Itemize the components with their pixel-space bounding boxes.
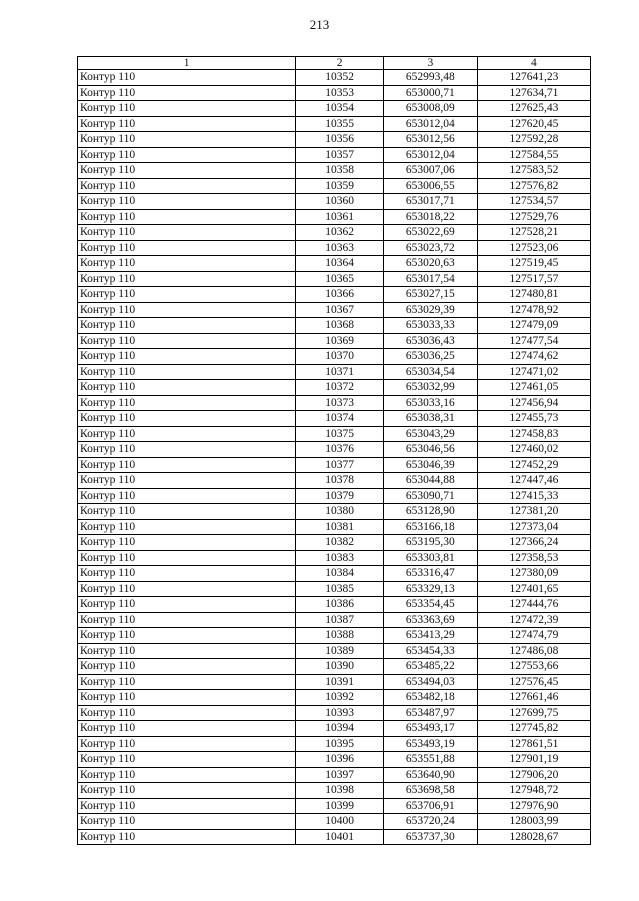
contour-name-cell: Контур 110 bbox=[78, 442, 296, 458]
point-number-cell: 10394 bbox=[296, 721, 384, 737]
contour-name-cell: Контур 110 bbox=[78, 628, 296, 644]
table-row bbox=[78, 457, 591, 473]
y-coordinate-cell: 127358,53 bbox=[477, 550, 590, 566]
contour-name-cell: Контур 110 bbox=[78, 705, 296, 721]
table-row bbox=[78, 504, 591, 520]
x-coordinate-cell: 653494,03 bbox=[383, 674, 477, 690]
x-coordinate-cell: 653012,56 bbox=[383, 132, 477, 148]
point-number-cell: 10382 bbox=[296, 535, 384, 551]
column-header-2: 2 bbox=[296, 57, 384, 70]
x-coordinate-cell: 653640,90 bbox=[383, 767, 477, 783]
point-number-cell: 10360 bbox=[296, 194, 384, 210]
y-coordinate-cell: 127447,46 bbox=[477, 473, 590, 489]
table-row bbox=[78, 395, 591, 411]
x-coordinate-cell: 653706,91 bbox=[383, 798, 477, 814]
y-coordinate-cell: 127474,79 bbox=[477, 628, 590, 644]
point-number-cell: 10380 bbox=[296, 504, 384, 520]
table-row bbox=[78, 643, 591, 659]
point-number-cell: 10396 bbox=[296, 752, 384, 768]
table-row bbox=[78, 736, 591, 752]
contour-name-cell: Контур 110 bbox=[78, 302, 296, 318]
x-coordinate-cell: 653038,31 bbox=[383, 411, 477, 427]
table-row bbox=[78, 302, 591, 318]
point-number-cell: 10388 bbox=[296, 628, 384, 644]
table-row bbox=[78, 752, 591, 768]
point-number-cell: 10385 bbox=[296, 581, 384, 597]
y-coordinate-cell: 127523,06 bbox=[477, 240, 590, 256]
point-number-cell: 10397 bbox=[296, 767, 384, 783]
table-row bbox=[78, 829, 591, 845]
y-coordinate-cell: 127529,76 bbox=[477, 209, 590, 225]
x-coordinate-cell: 653487,97 bbox=[383, 705, 477, 721]
x-coordinate-cell: 653029,39 bbox=[383, 302, 477, 318]
x-coordinate-cell: 653485,22 bbox=[383, 659, 477, 675]
table-row bbox=[78, 767, 591, 783]
x-coordinate-cell: 653493,17 bbox=[383, 721, 477, 737]
point-number-cell: 10364 bbox=[296, 256, 384, 272]
y-coordinate-cell: 127381,20 bbox=[477, 504, 590, 520]
table-row bbox=[78, 721, 591, 737]
contour-name-cell: Контур 110 bbox=[78, 85, 296, 101]
point-number-cell: 10362 bbox=[296, 225, 384, 241]
x-coordinate-cell: 653006,55 bbox=[383, 178, 477, 194]
contour-name-cell: Контур 110 bbox=[78, 333, 296, 349]
point-number-cell: 10393 bbox=[296, 705, 384, 721]
contour-name-cell: Контур 110 bbox=[78, 659, 296, 675]
y-coordinate-cell: 127366,24 bbox=[477, 535, 590, 551]
x-coordinate-cell: 653363,69 bbox=[383, 612, 477, 628]
table-row bbox=[78, 287, 591, 303]
contour-name-cell: Контур 110 bbox=[78, 194, 296, 210]
contour-name-cell: Контур 110 bbox=[78, 240, 296, 256]
point-number-cell: 10400 bbox=[296, 814, 384, 830]
point-number-cell: 10395 bbox=[296, 736, 384, 752]
point-number-cell: 10381 bbox=[296, 519, 384, 535]
y-coordinate-cell: 127461,05 bbox=[477, 380, 590, 396]
y-coordinate-cell: 127519,45 bbox=[477, 256, 590, 272]
point-number-cell: 10384 bbox=[296, 566, 384, 582]
x-coordinate-cell: 653036,25 bbox=[383, 349, 477, 365]
y-coordinate-cell: 127699,75 bbox=[477, 705, 590, 721]
x-coordinate-cell: 653007,06 bbox=[383, 163, 477, 179]
table-row bbox=[78, 178, 591, 194]
x-coordinate-cell: 653008,09 bbox=[383, 101, 477, 117]
point-number-cell: 10372 bbox=[296, 380, 384, 396]
point-number-cell: 10386 bbox=[296, 597, 384, 613]
table-row bbox=[78, 147, 591, 163]
y-coordinate-cell: 127583,52 bbox=[477, 163, 590, 179]
x-coordinate-cell: 653046,39 bbox=[383, 457, 477, 473]
x-coordinate-cell: 653027,15 bbox=[383, 287, 477, 303]
point-number-cell: 10376 bbox=[296, 442, 384, 458]
contour-name-cell: Контур 110 bbox=[78, 581, 296, 597]
y-coordinate-cell: 127455,73 bbox=[477, 411, 590, 427]
contour-name-cell: Контур 110 bbox=[78, 473, 296, 489]
point-number-cell: 10373 bbox=[296, 395, 384, 411]
x-coordinate-cell: 653303,81 bbox=[383, 550, 477, 566]
y-coordinate-cell: 127480,81 bbox=[477, 287, 590, 303]
point-number-cell: 10392 bbox=[296, 690, 384, 706]
table-row bbox=[78, 209, 591, 225]
y-coordinate-cell: 128003,99 bbox=[477, 814, 590, 830]
x-coordinate-cell: 653033,16 bbox=[383, 395, 477, 411]
table-row bbox=[78, 581, 591, 597]
contour-name-cell: Контур 110 bbox=[78, 519, 296, 535]
x-coordinate-cell: 653012,04 bbox=[383, 116, 477, 132]
contour-name-cell: Контур 110 bbox=[78, 566, 296, 582]
contour-name-cell: Контур 110 bbox=[78, 380, 296, 396]
y-coordinate-cell: 127592,28 bbox=[477, 132, 590, 148]
x-coordinate-cell: 653454,33 bbox=[383, 643, 477, 659]
contour-name-cell: Контур 110 bbox=[78, 752, 296, 768]
y-coordinate-cell: 127661,46 bbox=[477, 690, 590, 706]
contour-name-cell: Контур 110 bbox=[78, 349, 296, 365]
x-coordinate-cell: 653128,90 bbox=[383, 504, 477, 520]
contour-name-cell: Контур 110 bbox=[78, 364, 296, 380]
x-coordinate-cell: 653017,54 bbox=[383, 271, 477, 287]
contour-name-cell: Контур 110 bbox=[78, 829, 296, 845]
contour-name-cell: Контур 110 bbox=[78, 488, 296, 504]
table-row bbox=[78, 364, 591, 380]
point-number-cell: 10383 bbox=[296, 550, 384, 566]
contour-name-cell: Контур 110 bbox=[78, 225, 296, 241]
x-coordinate-cell: 653023,72 bbox=[383, 240, 477, 256]
y-coordinate-cell: 127576,45 bbox=[477, 674, 590, 690]
table-row bbox=[78, 426, 591, 442]
y-coordinate-cell: 127641,23 bbox=[477, 70, 590, 86]
contour-name-cell: Контур 110 bbox=[78, 395, 296, 411]
contour-name-cell: Контур 110 bbox=[78, 209, 296, 225]
x-coordinate-cell: 653017,71 bbox=[383, 194, 477, 210]
point-number-cell: 10356 bbox=[296, 132, 384, 148]
x-coordinate-cell: 653032,99 bbox=[383, 380, 477, 396]
table-row bbox=[78, 473, 591, 489]
table-row bbox=[78, 659, 591, 675]
y-coordinate-cell: 127584,55 bbox=[477, 147, 590, 163]
table-row bbox=[78, 256, 591, 272]
contour-name-cell: Контур 110 bbox=[78, 147, 296, 163]
y-coordinate-cell: 127380,09 bbox=[477, 566, 590, 582]
point-number-cell: 10371 bbox=[296, 364, 384, 380]
table-row bbox=[78, 597, 591, 613]
y-coordinate-cell: 127901,19 bbox=[477, 752, 590, 768]
contour-name-cell: Контур 110 bbox=[78, 426, 296, 442]
point-number-cell: 10359 bbox=[296, 178, 384, 194]
table-row bbox=[78, 705, 591, 721]
contour-name-cell: Контур 110 bbox=[78, 783, 296, 799]
contour-name-cell: Контур 110 bbox=[78, 643, 296, 659]
y-coordinate-cell: 127444,76 bbox=[477, 597, 590, 613]
table-row bbox=[78, 442, 591, 458]
y-coordinate-cell: 127534,57 bbox=[477, 194, 590, 210]
contour-name-cell: Контур 110 bbox=[78, 101, 296, 117]
y-coordinate-cell: 127517,57 bbox=[477, 271, 590, 287]
x-coordinate-cell: 653737,30 bbox=[383, 829, 477, 845]
point-number-cell: 10390 bbox=[296, 659, 384, 675]
table-row bbox=[78, 550, 591, 566]
x-coordinate-cell: 653720,24 bbox=[383, 814, 477, 830]
x-coordinate-cell: 653033,33 bbox=[383, 318, 477, 334]
point-number-cell: 10389 bbox=[296, 643, 384, 659]
contour-name-cell: Контур 110 bbox=[78, 721, 296, 737]
table-row bbox=[78, 535, 591, 551]
contour-name-cell: Контур 110 bbox=[78, 814, 296, 830]
contour-name-cell: Контур 110 bbox=[78, 318, 296, 334]
x-coordinate-cell: 653036,43 bbox=[383, 333, 477, 349]
table-row bbox=[78, 70, 591, 86]
point-number-cell: 10370 bbox=[296, 349, 384, 365]
y-coordinate-cell: 127634,71 bbox=[477, 85, 590, 101]
y-coordinate-cell: 127477,54 bbox=[477, 333, 590, 349]
x-coordinate-cell: 653090,71 bbox=[383, 488, 477, 504]
point-number-cell: 10369 bbox=[296, 333, 384, 349]
y-coordinate-cell: 127401,65 bbox=[477, 581, 590, 597]
x-coordinate-cell: 653046,56 bbox=[383, 442, 477, 458]
table-row bbox=[78, 240, 591, 256]
y-coordinate-cell: 127528,21 bbox=[477, 225, 590, 241]
point-number-cell: 10358 bbox=[296, 163, 384, 179]
x-coordinate-cell: 653020,63 bbox=[383, 256, 477, 272]
x-coordinate-cell: 653022,69 bbox=[383, 225, 477, 241]
contour-name-cell: Контур 110 bbox=[78, 674, 296, 690]
contour-name-cell: Контур 110 bbox=[78, 612, 296, 628]
point-number-cell: 10375 bbox=[296, 426, 384, 442]
x-coordinate-cell: 653482,18 bbox=[383, 690, 477, 706]
x-coordinate-cell: 653551,88 bbox=[383, 752, 477, 768]
y-coordinate-cell: 127460,02 bbox=[477, 442, 590, 458]
table-row bbox=[78, 333, 591, 349]
contour-name-cell: Контур 110 bbox=[78, 256, 296, 272]
y-coordinate-cell: 127472,39 bbox=[477, 612, 590, 628]
contour-name-cell: Контур 110 bbox=[78, 457, 296, 473]
y-coordinate-cell: 127415,33 bbox=[477, 488, 590, 504]
table-body bbox=[78, 70, 591, 845]
table-row bbox=[78, 116, 591, 132]
x-coordinate-cell: 653316,47 bbox=[383, 566, 477, 582]
x-coordinate-cell: 653043,29 bbox=[383, 426, 477, 442]
table-row bbox=[78, 612, 591, 628]
y-coordinate-cell: 127373,04 bbox=[477, 519, 590, 535]
contour-name-cell: Контур 110 bbox=[78, 597, 296, 613]
point-number-cell: 10368 bbox=[296, 318, 384, 334]
point-number-cell: 10391 bbox=[296, 674, 384, 690]
table-row bbox=[78, 318, 591, 334]
x-coordinate-cell: 653034,54 bbox=[383, 364, 477, 380]
y-coordinate-cell: 127861,51 bbox=[477, 736, 590, 752]
table-row bbox=[78, 783, 591, 799]
point-number-cell: 10379 bbox=[296, 488, 384, 504]
y-coordinate-cell: 127745,82 bbox=[477, 721, 590, 737]
point-number-cell: 10357 bbox=[296, 147, 384, 163]
contour-name-cell: Контур 110 bbox=[78, 287, 296, 303]
y-coordinate-cell: 127452,29 bbox=[477, 457, 590, 473]
y-coordinate-cell: 127620,45 bbox=[477, 116, 590, 132]
y-coordinate-cell: 127474,62 bbox=[477, 349, 590, 365]
y-coordinate-cell: 127486,08 bbox=[477, 643, 590, 659]
table-row bbox=[78, 411, 591, 427]
table-row bbox=[78, 566, 591, 582]
point-number-cell: 10367 bbox=[296, 302, 384, 318]
table-row bbox=[78, 225, 591, 241]
y-coordinate-cell: 127553,66 bbox=[477, 659, 590, 675]
table-row bbox=[78, 194, 591, 210]
point-number-cell: 10387 bbox=[296, 612, 384, 628]
contour-name-cell: Контур 110 bbox=[78, 411, 296, 427]
point-number-cell: 10361 bbox=[296, 209, 384, 225]
point-number-cell: 10398 bbox=[296, 783, 384, 799]
contour-name-cell: Контур 110 bbox=[78, 132, 296, 148]
point-number-cell: 10374 bbox=[296, 411, 384, 427]
contour-name-cell: Контур 110 bbox=[78, 271, 296, 287]
y-coordinate-cell: 127625,43 bbox=[477, 101, 590, 117]
x-coordinate-cell: 653354,45 bbox=[383, 597, 477, 613]
y-coordinate-cell: 127906,20 bbox=[477, 767, 590, 783]
table-row bbox=[78, 101, 591, 117]
point-number-cell: 10377 bbox=[296, 457, 384, 473]
table-row bbox=[78, 690, 591, 706]
column-header-4: 4 bbox=[477, 57, 590, 70]
x-coordinate-cell: 653012,04 bbox=[383, 147, 477, 163]
contour-name-cell: Контур 110 bbox=[78, 736, 296, 752]
column-header-1: 1 bbox=[78, 57, 296, 70]
table-row bbox=[78, 798, 591, 814]
table-header-row bbox=[78, 57, 591, 70]
x-coordinate-cell: 653044,88 bbox=[383, 473, 477, 489]
contour-name-cell: Контур 110 bbox=[78, 690, 296, 706]
table-row bbox=[78, 519, 591, 535]
point-number-cell: 10401 bbox=[296, 829, 384, 845]
column-header-3: 3 bbox=[383, 57, 477, 70]
table-row bbox=[78, 85, 591, 101]
table-row bbox=[78, 163, 591, 179]
x-coordinate-cell: 653413,29 bbox=[383, 628, 477, 644]
y-coordinate-cell: 127976,90 bbox=[477, 798, 590, 814]
contour-name-cell: Контур 110 bbox=[78, 116, 296, 132]
contour-name-cell: Контур 110 bbox=[78, 163, 296, 179]
y-coordinate-cell: 127479,09 bbox=[477, 318, 590, 334]
x-coordinate-cell: 653493,19 bbox=[383, 736, 477, 752]
y-coordinate-cell: 127576,82 bbox=[477, 178, 590, 194]
table-row bbox=[78, 271, 591, 287]
point-number-cell: 10399 bbox=[296, 798, 384, 814]
table-row bbox=[78, 814, 591, 830]
table-row bbox=[78, 628, 591, 644]
x-coordinate-cell: 653698,58 bbox=[383, 783, 477, 799]
point-number-cell: 10365 bbox=[296, 271, 384, 287]
table-row bbox=[78, 488, 591, 504]
x-coordinate-cell: 653166,18 bbox=[383, 519, 477, 535]
x-coordinate-cell: 652993,48 bbox=[383, 70, 477, 86]
page-number: 213 bbox=[309, 17, 330, 32]
y-coordinate-cell: 127478,92 bbox=[477, 302, 590, 318]
coordinates-table bbox=[77, 56, 591, 845]
contour-name-cell: Контур 110 bbox=[78, 798, 296, 814]
contour-name-cell: Контур 110 bbox=[78, 70, 296, 86]
x-coordinate-cell: 653329,13 bbox=[383, 581, 477, 597]
table-row bbox=[78, 349, 591, 365]
table-row bbox=[78, 132, 591, 148]
contour-name-cell: Контур 110 bbox=[78, 535, 296, 551]
x-coordinate-cell: 653000,71 bbox=[383, 85, 477, 101]
point-number-cell: 10363 bbox=[296, 240, 384, 256]
point-number-cell: 10355 bbox=[296, 116, 384, 132]
x-coordinate-cell: 653018,22 bbox=[383, 209, 477, 225]
contour-name-cell: Контур 110 bbox=[78, 178, 296, 194]
contour-name-cell: Контур 110 bbox=[78, 767, 296, 783]
y-coordinate-cell: 127471,02 bbox=[477, 364, 590, 380]
contour-name-cell: Контур 110 bbox=[78, 504, 296, 520]
table-row bbox=[78, 380, 591, 396]
y-coordinate-cell: 127948,72 bbox=[477, 783, 590, 799]
contour-name-cell: Контур 110 bbox=[78, 550, 296, 566]
point-number-cell: 10378 bbox=[296, 473, 384, 489]
point-number-cell: 10353 bbox=[296, 85, 384, 101]
y-coordinate-cell: 128028,67 bbox=[477, 829, 590, 845]
y-coordinate-cell: 127456,94 bbox=[477, 395, 590, 411]
point-number-cell: 10352 bbox=[296, 70, 384, 86]
point-number-cell: 10366 bbox=[296, 287, 384, 303]
y-coordinate-cell: 127458,83 bbox=[477, 426, 590, 442]
x-coordinate-cell: 653195,30 bbox=[383, 535, 477, 551]
point-number-cell: 10354 bbox=[296, 101, 384, 117]
table-row bbox=[78, 674, 591, 690]
